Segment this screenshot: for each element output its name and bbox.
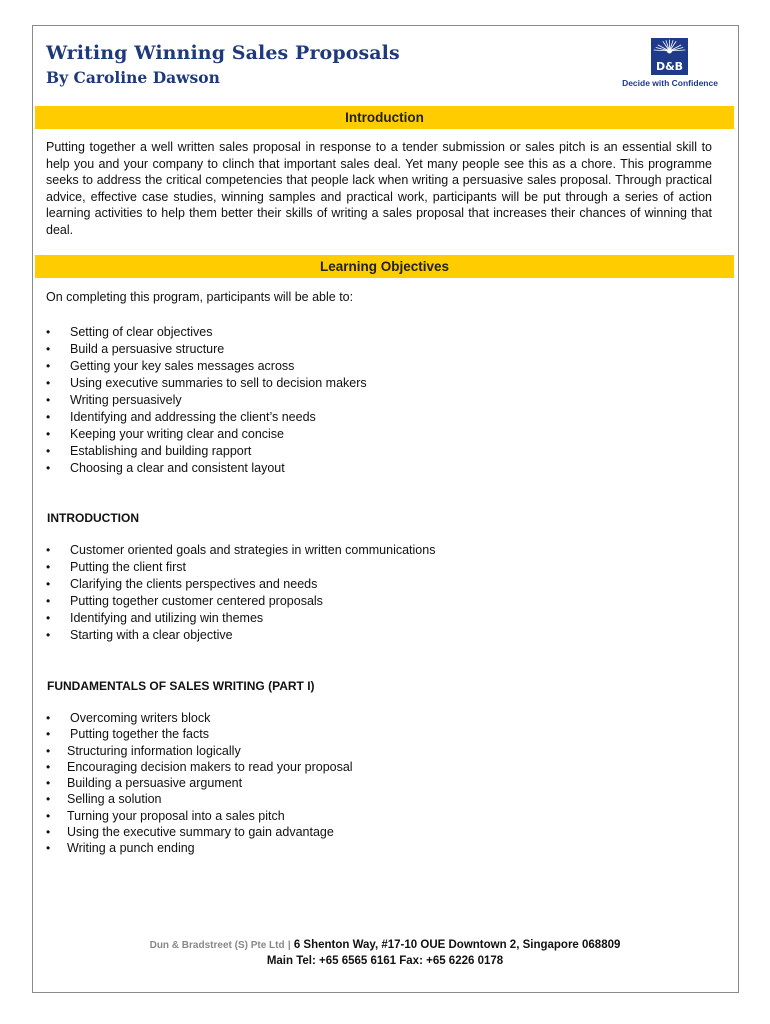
logo-mark-text: D&B (651, 60, 688, 73)
list-item: • Starting with a clear objective (46, 628, 233, 642)
section-bar-introduction: Introduction (35, 106, 734, 129)
list-item: • Choosing a clear and consistent layout (46, 461, 285, 475)
list-item: • Build a persuasive structure (46, 342, 225, 356)
bullet-icon: • (46, 711, 51, 725)
bullet-icon: • (46, 808, 51, 823)
bullet-icon: • (46, 743, 51, 758)
document-author: By Caroline Dawson (46, 68, 220, 87)
list-item: • Setting of clear objectives (46, 325, 213, 339)
list-item: • Putting the client first (46, 560, 187, 574)
list-item: • Clarifying the clients perspectives and needs (46, 577, 318, 591)
list-item: • Selling a solution (46, 792, 162, 807)
list-item: • Writing persuasively (46, 393, 182, 407)
bullet-icon: • (46, 410, 51, 424)
footer-address: 6 Shenton Way, #17-10 OUE Downtown 2, Singapore 068809 (293, 939, 621, 951)
list-item: • Turning your proposal into a sales pitch (46, 808, 285, 823)
bullet-icon: • (46, 776, 51, 791)
list-item: • Keeping your writing clear and concise (46, 427, 285, 441)
bullet-icon: • (46, 727, 51, 742)
bullet-icon: • (46, 577, 51, 591)
bullet-icon: • (46, 427, 51, 441)
footer-company: Dun & Bradstreet (S) Pte Ltd (149, 940, 285, 951)
bullet-icon: • (46, 342, 51, 356)
bullet-icon: • (46, 825, 51, 840)
list-item: • Establishing and building rapport (46, 444, 252, 458)
list-item: • Structuring information logically (46, 743, 241, 758)
footer-separator: | (287, 940, 291, 951)
objectives-lead: On completing this program, participants will be able to: (46, 290, 354, 304)
list-item: • Overcoming writers block (46, 711, 211, 725)
bullet-icon: • (46, 325, 51, 339)
introduction-topics-list (46, 542, 435, 644)
introduction-paragraph: Putting together a well written sales proposal in response to a tender submission or sales pitch is an essential skill to help you and your company to clinch that important sales deal. Yet many people see this as a chore. This programme seeks to address the critical competencies that people lack when writing a persuasive sales proposal. Through practical advice, effective case studies, winning samples and practical work, participants will be put through a series of action learning activities to help them better their skills of writing a sales proposal that increases their chances of winning that deal. (46, 140, 712, 237)
objectives-list (46, 324, 367, 477)
list-item: • Customer oriented goals and strategies in written communications (46, 543, 436, 557)
bullet-icon: • (46, 543, 51, 557)
list-item: • Putting together customer centered proposals (46, 594, 323, 608)
logo-emblem (651, 38, 688, 75)
footer-contact: Main Tel: +65 6565 6161 Fax: +65 6226 0178 (266, 955, 504, 967)
list-item: • Identifying and addressing the client’s needs (46, 410, 316, 424)
list-item: • Using executive summaries to sell to decision makers (46, 376, 367, 390)
module-heading-introduction: INTRODUCTION (47, 511, 139, 525)
footer-address-line (0, 939, 770, 951)
list-item: • Identifying and utilizing win themes (46, 611, 264, 625)
list-item: • Writing a punch ending (46, 841, 195, 856)
bullet-icon: • (46, 759, 51, 774)
bullet-icon: • (46, 792, 51, 807)
logo-tagline: Decide with Confidence (622, 78, 718, 88)
bullet-icon: • (46, 560, 51, 574)
dnb-logo (620, 36, 720, 90)
bullet-icon: • (46, 628, 51, 642)
list-item: • Building a persuasive argument (46, 776, 243, 791)
module-heading-fundamentals: FUNDAMENTALS OF SALES WRITING (PART I) (47, 679, 315, 693)
bullet-icon: • (46, 376, 51, 390)
section-bar-learning-objectives: Learning Objectives (35, 255, 734, 278)
bullet-icon: • (46, 359, 51, 373)
bullet-icon: • (46, 841, 51, 856)
list-item: • Getting your key sales messages across (46, 359, 295, 373)
list-item: • Using the executive summary to gain advantage (46, 825, 334, 840)
bullet-icon: • (46, 461, 51, 475)
bullet-icon: • (46, 611, 51, 625)
list-item: • Encouraging decision makers to read your proposal (46, 759, 353, 774)
bullet-icon: • (46, 594, 51, 608)
list-item: • Putting together the facts (46, 727, 209, 742)
fundamentals-topics-list (46, 710, 353, 857)
bullet-icon: • (46, 393, 51, 407)
document-title: Writing Winning Sales Proposals (46, 42, 400, 64)
bullet-icon: • (46, 444, 51, 458)
